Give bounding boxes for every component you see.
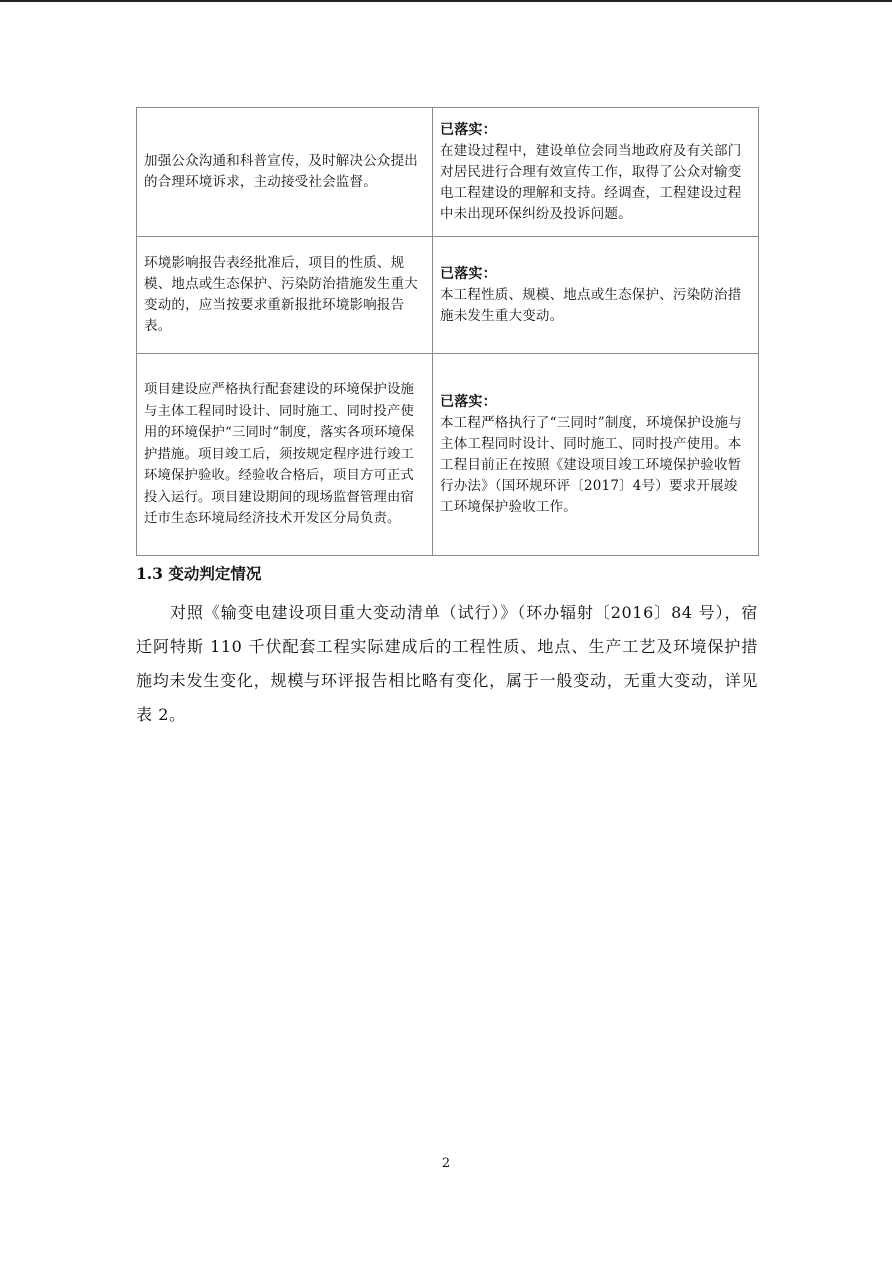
- implementation-cell: [433, 108, 759, 237]
- implementation-text: 本工程严格执行了“三同时”制度，环境保护设施与主体工程同时设计、同时施工、同时投产使用。本工程目前正在按照《建设项目竣工环境保护验收暂行办法》（国环规环评〔2017〕4号）要求开展竣工环境保护验收工作。: [440, 414, 742, 515]
- table-row: [137, 108, 759, 237]
- implementation-cell: [433, 354, 759, 556]
- requirement-cell: [137, 354, 433, 556]
- status-label: 已落实：: [440, 393, 497, 410]
- page-number: 2: [441, 1156, 451, 1171]
- requirements-table: [136, 107, 759, 556]
- requirement-cell: [137, 108, 433, 237]
- requirement-text: 环境影响报告表经批准后，项目的性质、规模、地点或生态保护、污染防治措施发生重大变动的，应当按要求重新报批环境影响报告表。: [144, 255, 418, 334]
- implementation-cell: [433, 237, 759, 354]
- requirement-cell: [137, 237, 433, 354]
- table-row: [137, 237, 759, 354]
- requirement-text: 加强公众沟通和科普宣传，及时解决公众提出的合理环境诉求，主动接受社会监督。: [144, 153, 418, 190]
- implementation-text: 本工程性质、规模、地点或生态保护、污染防治措施未发生重大变动。: [440, 286, 742, 324]
- status-label: 已落实：: [440, 121, 497, 138]
- section-paragraph: 对照《输变电建设项目重大变动清单（试行）》（环办辐射〔2016〕84 号），宿迁阿特斯 110 千伏配套工程实际建成后的工程性质、地点、生产工艺及环境保护措施均未发生变化，规模与环评报告相比略有变化，属于一般变动，无重大变动，详见表 2。: [136, 603, 758, 724]
- requirement-text: 项目建设应严格执行配套建设的环境保护设施与主体工程同时设计、同时施工、同时投产使用的环境保护“三同时”制度，落实各项环境保护措施。项目竣工后，须按规定程序进行竣工环境保护验收。经验收合格后，项目方可正式投入运行。项目建设期间的现场监督管理由宿迁市生态环境局经济技术开发区分局负责。: [144, 382, 415, 527]
- top-border-line: [0, 0, 892, 2]
- implementation-text: 在建设过程中，建设单位会同当地政府及有关部门对居民进行合理有效宣传工作，取得了公众对输变电工程建设的理解和支持。经调查，工程建设过程中未出现环保纠纷及投诉问题。: [440, 142, 742, 222]
- table-row: [137, 354, 759, 556]
- section-heading: 1.3 变动判定情况: [136, 564, 262, 583]
- status-label: 已落实：: [440, 265, 497, 282]
